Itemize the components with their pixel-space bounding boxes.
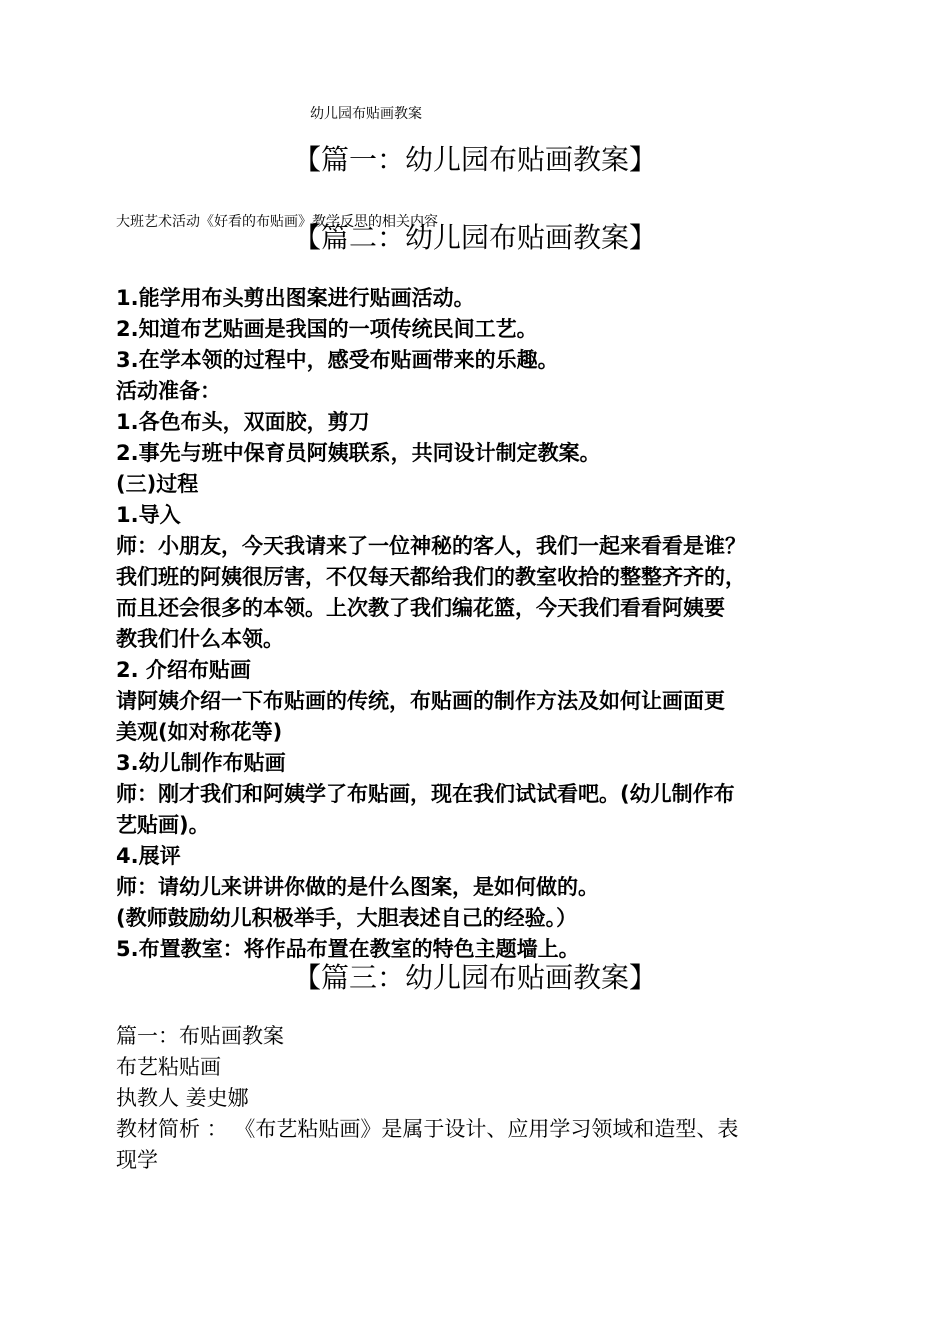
paragraph-line: 教我们什么本领。	[116, 627, 284, 651]
paragraph-line: 3.在学本领的过程中，感受布贴画带来的乐趣。	[116, 348, 559, 372]
paragraph-line: 美观(如对称花等)	[116, 720, 283, 744]
paragraph-line: 5.布置教室：将作品布置在教室的特色主题墙上。	[116, 937, 580, 961]
paragraph-line: 篇一：布贴画教案	[116, 1024, 284, 1048]
paragraph-line: (三)过程	[116, 472, 199, 496]
paragraph-line: 2. 介绍布贴画	[116, 658, 251, 682]
paragraph-line: 而且还会很多的本领。上次教了我们编花篮，今天我们看看阿姨要	[116, 596, 725, 620]
paragraph-line: 1.能学用布头剪出图案进行贴画活动。	[116, 286, 475, 310]
paragraph-line: 师：刚才我们和阿姨学了布贴画，现在我们试试看吧。(幼儿制作布	[116, 782, 735, 806]
section3-body	[116, 1021, 836, 1176]
paragraph-line: 1.各色布头，双面胶，剪刀	[116, 410, 370, 434]
paragraph-line: 4.展评	[116, 844, 181, 868]
paragraph-line: 2.事先与班中保育员阿姨联系，共同设计制定教案。	[116, 441, 601, 465]
paragraph-line: 艺贴画)。	[116, 813, 210, 837]
paragraph-line: 3.幼儿制作布贴画	[116, 751, 286, 775]
section2-heading: 【篇二：幼儿园布贴画教案】	[292, 221, 657, 254]
paragraph-line: 我们班的阿姨很厉害，不仅每天都给我们的教室收拾的整整齐齐的，	[116, 565, 746, 589]
paragraph-line: 活动准备：	[116, 379, 221, 403]
section3-heading: 【篇三：幼儿园布贴画教案】	[292, 961, 657, 994]
paragraph-line: (教师鼓励幼儿积极举手，大胆表述自己的经验。）	[116, 906, 578, 930]
section1-heading: 【篇一：幼儿园布贴画教案】	[292, 143, 657, 176]
section1-note: 大班艺术活动《好看的布贴画》教学反思的相关内容	[116, 214, 438, 230]
paragraph-line: 布艺粘贴画	[116, 1055, 221, 1079]
paragraph-line: 请阿姨介绍一下布贴画的传统，布贴画的制作方法及如何让画面更	[116, 689, 725, 713]
section2-body	[116, 283, 836, 965]
paragraph-line: 现学	[116, 1148, 158, 1172]
paragraph-line: 师：小朋友，今天我请来了一位神秘的客人，我们一起来看看是谁？	[116, 534, 746, 558]
paragraph-line: 执教人 姜史娜	[116, 1086, 249, 1110]
paragraph-line: 教材简析 ： 《布艺粘贴画》是属于设计、应用学习领域和造型、表	[116, 1117, 739, 1141]
document-header-title: 幼儿园布贴画教案	[310, 106, 422, 122]
paragraph-line: 师：请幼儿来讲讲你做的是什么图案，是如何做的。	[116, 875, 599, 899]
paragraph-line: 2.知道布艺贴画是我国的一项传统民间工艺。	[116, 317, 538, 341]
paragraph-line: 1.导入	[116, 503, 181, 527]
